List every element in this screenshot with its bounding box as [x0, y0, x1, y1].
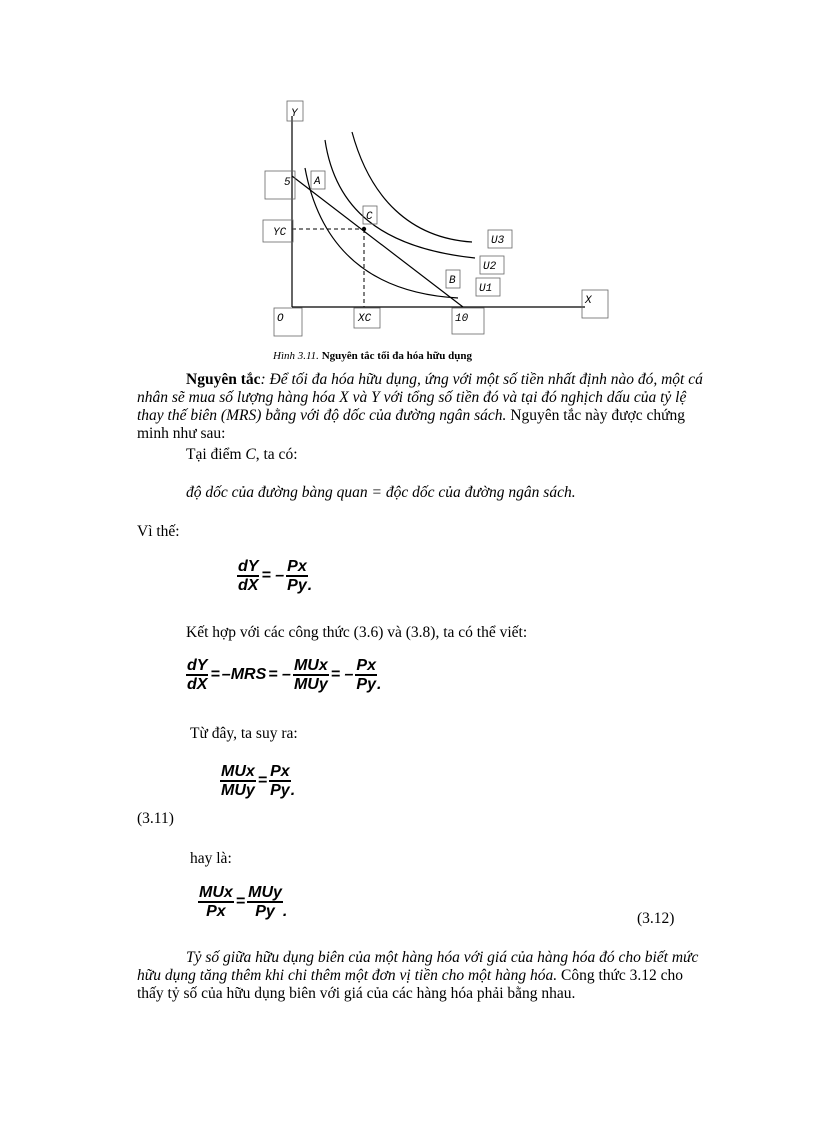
fraction-den: dX: [187, 676, 208, 693]
final-line-2: [137, 967, 683, 984]
from-here-text: Từ đây, ta suy ra:: [190, 725, 298, 742]
fraction-num: MUy: [248, 884, 282, 901]
therefore-label: Vì thế:: [137, 523, 180, 540]
fraction-den: Px: [206, 903, 226, 920]
at-point-c: [186, 446, 298, 463]
slope-equation: độ dốc của đường bàng quan = độc dốc của đường ngân sách.: [186, 484, 576, 501]
fraction-den: MUy: [221, 782, 255, 799]
y-intercept-label: 5: [284, 177, 291, 189]
caption-prefix: Hình 3.11.: [273, 350, 319, 362]
equation-number-3-12: (3.12): [637, 910, 675, 927]
final-text-2: hữu dụng tăng thêm khi chi thêm một đơn vị tiền cho một hàng hóa.: [137, 967, 558, 984]
fraction-num: MUx: [221, 763, 255, 780]
mrs-term: –MRS: [221, 666, 267, 683]
x-axis-label: X: [585, 295, 592, 307]
principle-line-1: [186, 371, 703, 388]
fraction-mux-muy: [293, 657, 329, 693]
principle-line-4: minh như sau:: [137, 425, 226, 442]
indifference-curve-u3: [352, 132, 472, 242]
formula-3-11: $\frac{\text{MUx}}{\text{MUy}}$ = $\frac{Px}{Py}$ .: [221, 763, 296, 799]
operator: = –: [268, 666, 291, 683]
operator: =: [235, 893, 246, 910]
y-axis-label: Y: [291, 108, 298, 120]
at-point-c-letter: C: [245, 446, 256, 463]
fraction-num: MUx: [293, 657, 328, 674]
fraction-muy-py: [247, 884, 283, 920]
fraction-num: dY: [187, 657, 208, 674]
yc-label: YC: [273, 227, 287, 239]
formula-3-12: $\frac{\text{MUx}}{Px}$ = $\frac{\text{MUy}}{Py}$ .: [199, 884, 288, 920]
fraction-den: Py: [287, 577, 307, 594]
principle-text-3b: Nguyên tắc này được chứng: [506, 407, 686, 424]
x-intercept-label: 10: [455, 313, 469, 325]
combine-text: Kết hợp với các công thức (3.6) và (3.8), ta có thể viết:: [186, 624, 528, 641]
fraction-num: dY: [238, 558, 259, 575]
indifference-curve-u1: [305, 168, 458, 298]
xc-label: XC: [358, 313, 372, 325]
fraction-num: Px: [356, 657, 376, 674]
fraction-den: dX: [238, 577, 259, 594]
fraction-den: Py: [270, 782, 290, 799]
fraction-dy-dx: [186, 657, 208, 693]
fraction-px-py: [269, 763, 291, 799]
point-b-label: B: [449, 275, 456, 287]
principle-text-1: : Để tối đa hóa hữu dụng, ứng với một số tiền nhất định nào đó, một cá: [260, 371, 703, 388]
principle-line-2: nhân sẽ mua số lượng hàng hóa X và Y với tổng số tiền đó và tại đó nghịch dấu của tỷ lệ: [137, 389, 687, 406]
operator: =: [210, 666, 220, 683]
equation-number-3-11: (3.11): [137, 810, 174, 827]
final-text-2b: Công thức 3.12 cho: [557, 967, 684, 984]
u1-label: U1: [479, 283, 493, 295]
principle-term: Nguyên tắc: [186, 371, 261, 388]
indifference-curve-figure: [260, 98, 620, 338]
formula-mrs: $\frac{dY}{dX}$ = –MRS = – $\frac{\text{MUx}}{\text{MUy}}$ = – $\frac{Px}{Py}$ .: [187, 657, 382, 693]
formula-dy-dx: $\frac{dY}{dX}$ = – $\frac{Px}{Py}$ .: [238, 558, 313, 594]
principle-line-3: [137, 407, 685, 424]
u3-label: U3: [491, 235, 505, 247]
final-line-1: Tỷ số giữa hữu dụng biên của một hàng hóa với giá của hàng hóa đó cho biết mức: [186, 949, 699, 966]
fraction-px-py: [355, 657, 377, 693]
point-a-label: A: [314, 176, 321, 188]
caption-title: Nguyên tắc tối đa hóa hữu dụng: [321, 350, 472, 362]
fraction-mux-px: [198, 884, 234, 920]
principle-text-3: thay thế biên (MRS) bằng với độ dốc của đường ngân sách.: [137, 407, 507, 424]
indifference-curve-u2: [325, 140, 475, 258]
point-c-dot: [362, 227, 366, 231]
figure-caption: [273, 350, 472, 362]
operator: = –: [330, 666, 354, 683]
u2-label: U2: [483, 261, 497, 273]
operator: = –: [261, 567, 285, 584]
fraction-num: MUx: [199, 884, 233, 901]
fraction-dy-dx: [237, 558, 259, 594]
fraction-num: Px: [287, 558, 307, 575]
fraction-den: Py: [356, 676, 376, 693]
operator: =: [257, 772, 268, 789]
or-is-text: hay là:: [190, 850, 232, 867]
final-line-3: thấy tỷ số của hữu dụng biên với giá của các hàng hóa phải bằng nhau.: [137, 985, 576, 1002]
fraction-num: Px: [270, 763, 290, 780]
point-c-label: C: [366, 211, 373, 223]
at-point-suffix: , ta có:: [255, 446, 298, 463]
fraction-den: Py: [255, 903, 275, 920]
origin-label: O: [277, 313, 284, 325]
fraction-mux-muy: [220, 763, 256, 799]
at-point-prefix: Tại điểm: [186, 446, 246, 463]
budget-line: [292, 176, 463, 307]
fraction-den: MUy: [293, 676, 328, 693]
fraction-px-py: [286, 558, 308, 594]
